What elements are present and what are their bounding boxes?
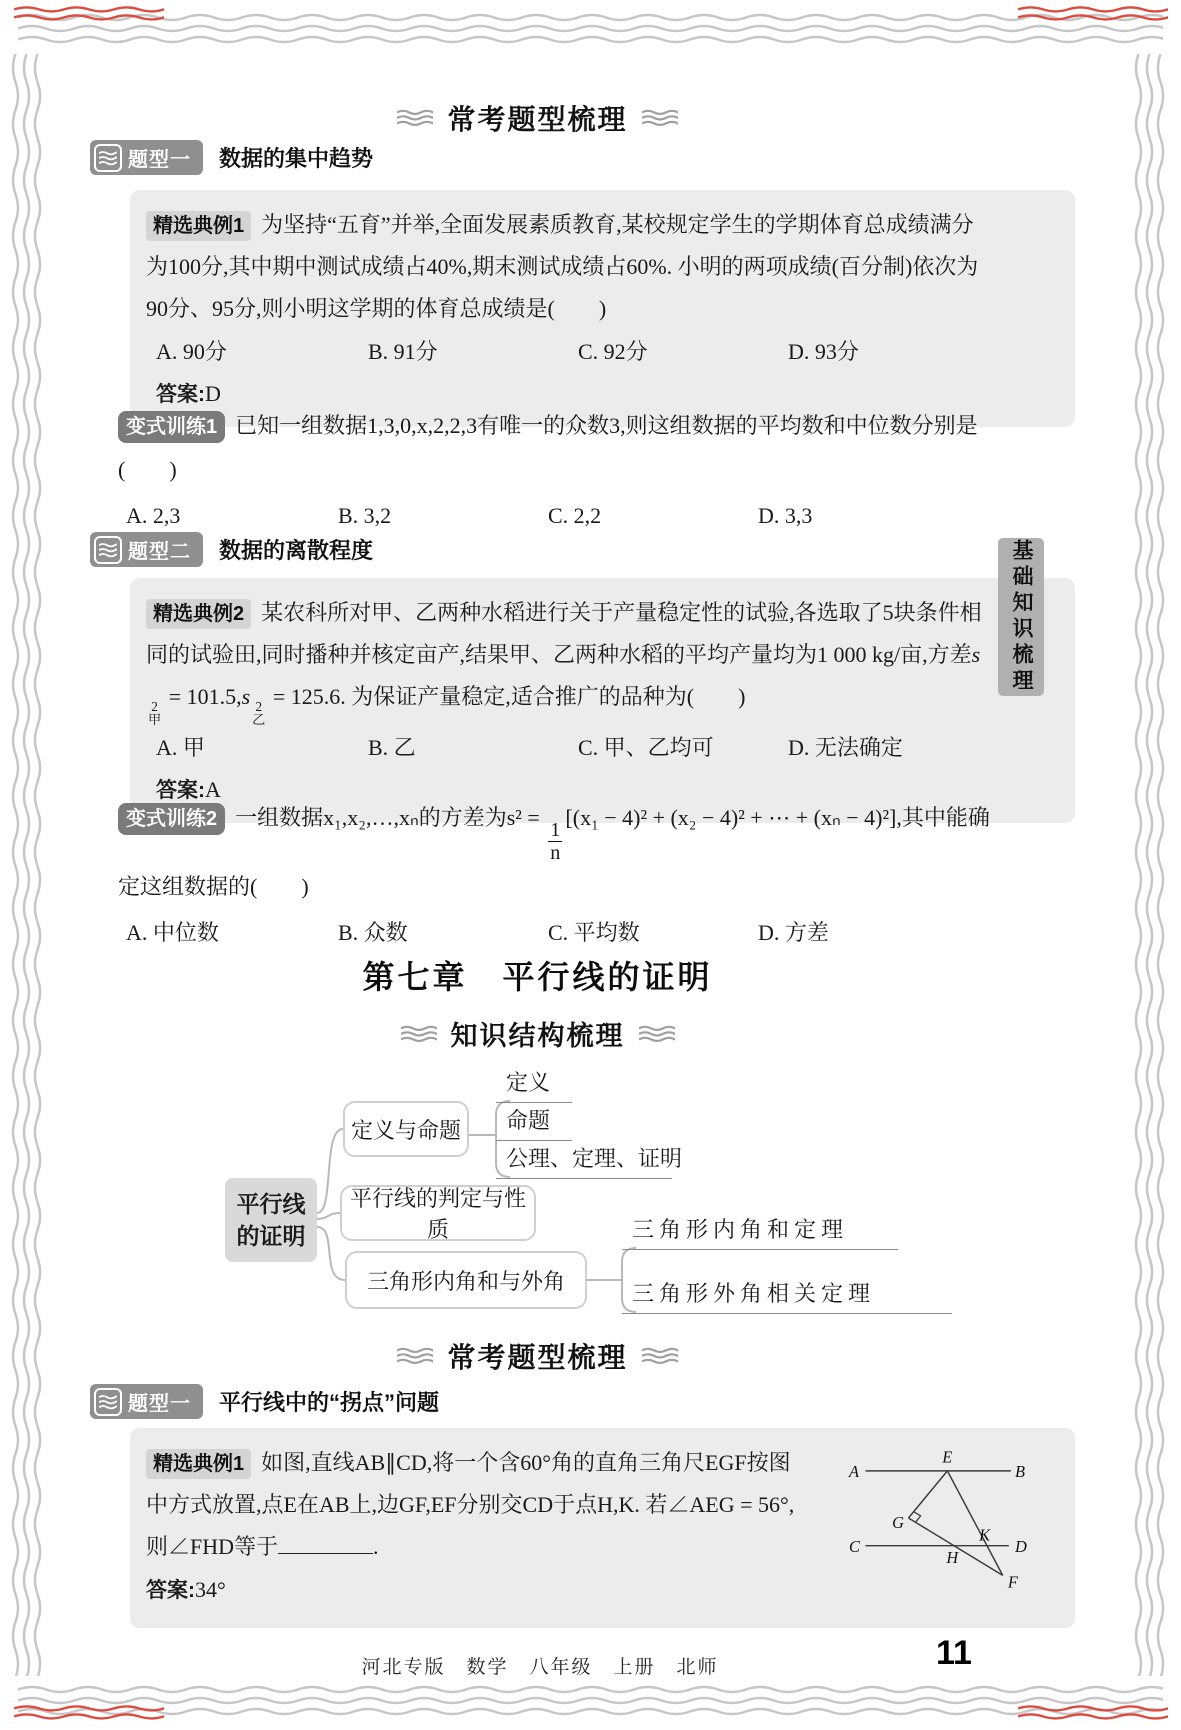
option-c: C. 甲、乙均可 — [578, 735, 714, 760]
section-header-common-question-types — [90, 98, 985, 138]
answer-row: 答案:34° — [146, 1577, 226, 1602]
variant-text: 变式训练2 一组数据x₁,x₂,…,xₙ的方差为s² = $\frac{1}{n}$ [(x₁ − 4)² + (x₂ − 4)² + ⋯ + (xₙ − 4)²],其中能确定这组数据的( ) — [118, 805, 990, 899]
sup-sub: 2 甲 — [148, 698, 162, 727]
answer-row: 答案:D — [156, 381, 221, 406]
section-header-text: 知识结构梳理 — [450, 1021, 625, 1051]
option-a: A. 2,3 — [126, 503, 181, 528]
example-badge: 精选典例2 — [146, 599, 251, 629]
mindmap-branch-triangle-angles: 三角形内角和与外角 — [345, 1251, 587, 1309]
topic-badge — [90, 1384, 203, 1419]
options-row — [146, 332, 1059, 372]
topic-title: 数据的集中趋势 — [219, 146, 374, 171]
point-label-F: F — [1007, 1572, 1018, 1592]
point-label-H: H — [946, 1548, 959, 1568]
option-a: A. 甲 — [156, 735, 205, 760]
topic-badge — [90, 532, 203, 567]
option-b: B. 众数 — [338, 919, 408, 945]
option-d: D. 3,3 — [758, 503, 813, 528]
topic-title: 数据的离散程度 — [219, 538, 374, 563]
mindmap-branch-definitions: 定义与命题 — [343, 1101, 469, 1157]
knowledge-structure-diagram — [170, 1055, 1050, 1335]
mindmap-leaf: 公理、定理、证明 — [496, 1143, 672, 1179]
option-b: B. 乙 — [368, 735, 416, 760]
wave-icon — [94, 536, 122, 564]
topic-badge-label: 题型一 — [128, 149, 191, 171]
variant-training-2 — [118, 796, 998, 953]
wave-icon — [639, 1023, 675, 1045]
topic-badge-label: 题型一 — [128, 1393, 191, 1415]
variant-text: 变式训练1 已知一组数据1,3,0,x,2,2,3有唯一的众数3,则这组数据的平均数和中位数分别是( ) — [118, 413, 978, 482]
variant-training-1 — [118, 404, 998, 536]
corner-accent-waves — [14, 1702, 164, 1728]
wave-icon — [401, 1023, 437, 1045]
option-d: D. 无法确定 — [788, 735, 903, 760]
right-angle-marker — [914, 1512, 921, 1523]
point-label-E: E — [942, 1447, 953, 1467]
right-border-waves — [1131, 54, 1173, 1676]
option-d: D. 93分 — [788, 339, 859, 364]
option-c: C. 2,2 — [548, 503, 602, 528]
corner-accent-waves — [1018, 3, 1168, 29]
mindmap-branch-parallel-lines: 平行线的判定与性质 — [340, 1185, 536, 1241]
option-c: C. 平均数 — [548, 919, 640, 945]
corner-accent-waves — [14, 3, 164, 29]
section-header-text: 常考题型梳理 — [447, 1342, 628, 1373]
geometry-figure — [847, 1440, 1057, 1596]
example-box-1 — [130, 190, 1075, 427]
section-header-common-question-types-2 — [90, 1336, 985, 1376]
example-badge: 精选典例1 — [146, 211, 251, 241]
wave-icon — [642, 107, 678, 129]
mindmap-leaf: 三角形外角相关定理 — [622, 1278, 952, 1314]
section-header-knowledge-structure — [90, 1014, 985, 1053]
mindmap-leaf: 命题 — [496, 1105, 572, 1141]
example-box-3 — [130, 1428, 1075, 1628]
example-box-2 — [130, 578, 1075, 823]
point-label-C: C — [849, 1536, 860, 1556]
footer-edition-text: 河北专版 数学 八年级 上册 北师 — [361, 1657, 719, 1678]
topic-row-3 — [90, 1384, 439, 1419]
point-label-B: B — [1015, 1462, 1026, 1482]
page-number: 11 — [936, 1634, 972, 1672]
segment-EG — [908, 1471, 947, 1518]
option-b: B. 91分 — [368, 339, 438, 364]
wave-icon — [397, 107, 433, 129]
sup-sub: 2 乙 — [252, 698, 266, 727]
answer-row: 答案:A — [156, 777, 221, 802]
wave-icon — [94, 1388, 122, 1416]
mindmap-leaf: 三角形内角和定理 — [622, 1214, 898, 1250]
topic-title: 平行线中的“拐点”问题 — [219, 1390, 440, 1415]
mindmap-leaf: 定义 — [496, 1067, 572, 1103]
wave-icon — [642, 1345, 678, 1367]
wave-icon — [397, 1345, 433, 1367]
option-b: B. 3,2 — [338, 503, 392, 528]
point-label-K: K — [979, 1525, 991, 1545]
side-tab-basic-knowledge: 基础知识梳理 — [998, 538, 1044, 696]
variant-badge: 变式训练1 — [118, 411, 225, 443]
options-row — [146, 728, 1059, 768]
example-badge: 精选典例1 — [146, 1449, 251, 1479]
top-border-waves — [18, 10, 1163, 52]
point-label-D: D — [1015, 1536, 1027, 1556]
fill-in-blank — [278, 1530, 373, 1554]
topic-badge-label: 题型二 — [128, 541, 191, 563]
example-text: 精选典例2 某农科所对甲、乙两种水稻进行关于产量稳定性的试验,各选取了5块条件相同的试验田,同时播种并核定亩产,结果甲、乙两种水稻的平均产量均为1 000 kg/亩,方差s 2 甲 = 101.5,s 2 乙 = 125.6. 为保证产量稳定,适合推广的品种为( ) — [146, 600, 982, 727]
variant-badge: 变式训练2 — [118, 803, 225, 835]
fraction: $\frac{1}{n}$ — [550, 819, 561, 865]
option-a: A. 90分 — [156, 339, 227, 364]
option-d: D. 方差 — [758, 919, 829, 945]
example-text: 精选典例1 为坚持“五育”并举,全面发展素质教育,某校规定学生的学期体育总成绩满分为100分,其中期中测试成绩占40%,期末测试成绩占60%. 小明的两项成绩(百分制)依次为90分、95分,则小明这学期的体育总成绩是( ) — [146, 212, 979, 321]
example-text: 精选典例1 如图,直线AB∥CD,将一个含60°角的直角三角尺EGF按图中方式放置,点E在AB上,边GF,EF分别交CD于点H,K. 若∠AEG = 56°,则∠FHD等于 . 答案:34° — [146, 1442, 796, 1611]
topic-row-1 — [90, 140, 373, 175]
option-c: C. 92分 — [578, 339, 648, 364]
bottom-border-waves — [18, 1682, 1163, 1724]
topic-badge — [90, 140, 203, 175]
options-row — [118, 913, 998, 953]
topic-row-2 — [90, 532, 373, 567]
left-border-waves — [8, 54, 50, 1676]
chapter-title: 第七章 平行线的证明 — [362, 959, 713, 995]
mindmap-root: 平行线 的证明 — [225, 1178, 317, 1262]
wave-icon — [94, 144, 122, 172]
corner-accent-waves — [1018, 1702, 1168, 1728]
section-header-text: 常考题型梳理 — [447, 104, 628, 135]
point-label-G: G — [892, 1513, 904, 1533]
point-label-A: A — [849, 1462, 860, 1482]
option-a: A. 中位数 — [126, 919, 219, 945]
options-row — [118, 496, 998, 536]
